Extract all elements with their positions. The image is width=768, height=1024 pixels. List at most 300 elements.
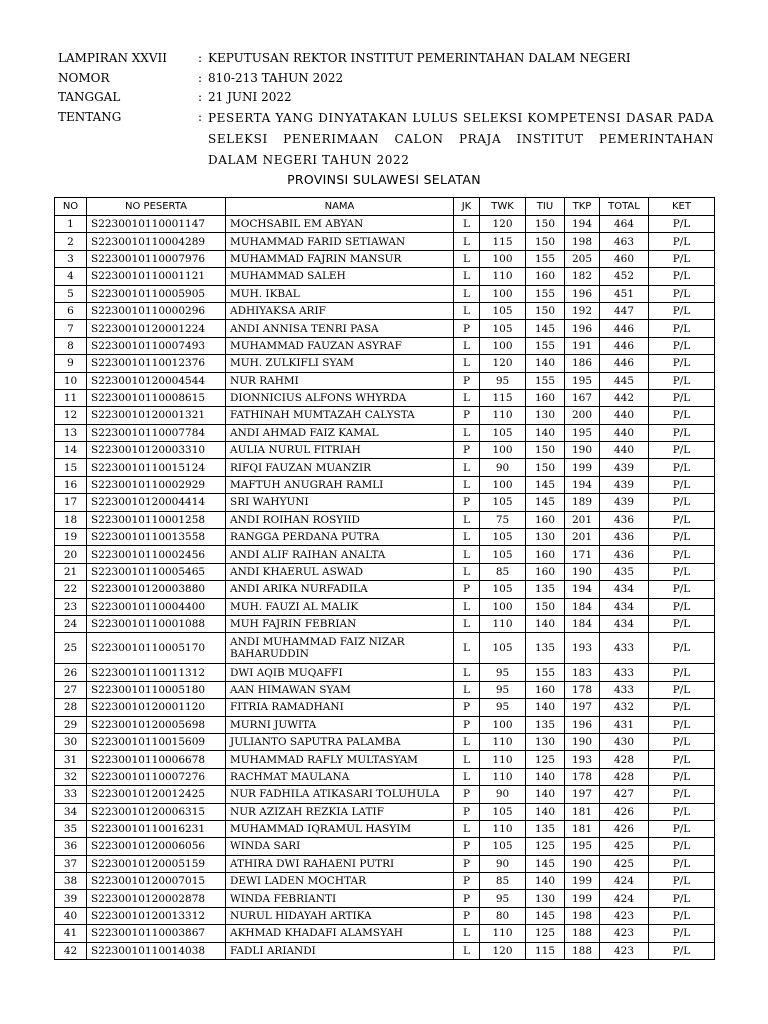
cell-jk: L bbox=[454, 820, 480, 837]
cell-nama: ANDI ARIKA NURFADILA bbox=[226, 581, 454, 598]
cell-total: 425 bbox=[600, 855, 649, 872]
cell-ket: P/L bbox=[649, 407, 715, 424]
cell-jk: P bbox=[454, 786, 480, 803]
cell-no-peserta: S2230010110006678 bbox=[87, 751, 226, 768]
cell-nama: NURUL HIDAYAH ARTIKA bbox=[226, 907, 454, 924]
cell-ket: P/L bbox=[649, 442, 715, 459]
cell-ket: P/L bbox=[649, 216, 715, 233]
header-label: LAMPIRAN XXVII bbox=[58, 51, 167, 65]
cell-nama: ANDI MUHAMMAD FAIZ NIZAR BAHARUDDIN bbox=[226, 633, 454, 664]
cell-tiu: 140 bbox=[526, 786, 565, 803]
cell-jk: L bbox=[454, 664, 480, 681]
cell-tkp: 182 bbox=[565, 268, 600, 285]
cell-tkp: 199 bbox=[565, 890, 600, 907]
cell-jk: L bbox=[454, 751, 480, 768]
cell-total: 439 bbox=[600, 476, 649, 493]
cell-no: 10 bbox=[55, 372, 87, 389]
cell-no-peserta: S2230010120001321 bbox=[87, 407, 226, 424]
column-header-nama: NAMA bbox=[226, 198, 454, 216]
header-value: 810-213 TAHUN 2022 bbox=[208, 70, 344, 85]
cell-tkp: 184 bbox=[565, 615, 600, 632]
cell-tkp: 186 bbox=[565, 355, 600, 372]
cell-tkp: 193 bbox=[565, 633, 600, 664]
cell-total: 451 bbox=[600, 285, 649, 302]
cell-ket: P/L bbox=[649, 942, 715, 959]
cell-tiu: 125 bbox=[526, 751, 565, 768]
cell-no: 2 bbox=[55, 233, 87, 250]
cell-twk: 85 bbox=[480, 873, 526, 890]
cell-no-peserta: S2230010110016231 bbox=[87, 820, 226, 837]
cell-ket: P/L bbox=[649, 563, 715, 580]
cell-no-peserta: S2230010120006315 bbox=[87, 803, 226, 820]
cell-tkp: 194 bbox=[565, 476, 600, 493]
cell-jk: L bbox=[454, 768, 480, 785]
cell-total: 440 bbox=[600, 407, 649, 424]
cell-jk: L bbox=[454, 476, 480, 493]
cell-ket: P/L bbox=[649, 838, 715, 855]
cell-total: 433 bbox=[600, 664, 649, 681]
cell-tiu: 145 bbox=[526, 476, 565, 493]
cell-no-peserta: S2230010110001121 bbox=[87, 268, 226, 285]
cell-no: 16 bbox=[55, 476, 87, 493]
table-row bbox=[55, 598, 715, 615]
cell-total: 440 bbox=[600, 424, 649, 441]
cell-tkp: 196 bbox=[565, 716, 600, 733]
header-label: TENTANG bbox=[58, 109, 122, 124]
table-row bbox=[55, 459, 715, 476]
cell-ket: P/L bbox=[649, 476, 715, 493]
cell-no: 21 bbox=[55, 563, 87, 580]
cell-twk: 110 bbox=[480, 407, 526, 424]
cell-twk: 95 bbox=[480, 890, 526, 907]
cell-nama: NUR AZIZAH REZKIA LATIF bbox=[226, 803, 454, 820]
cell-no: 42 bbox=[55, 942, 87, 959]
cell-ket: P/L bbox=[649, 372, 715, 389]
cell-jk: L bbox=[454, 563, 480, 580]
cell-no: 39 bbox=[55, 890, 87, 907]
cell-no: 26 bbox=[55, 664, 87, 681]
document-header bbox=[58, 49, 714, 171]
cell-no: 31 bbox=[55, 751, 87, 768]
cell-nama: WINDA SARI bbox=[226, 838, 454, 855]
cell-nama: MAFTUH ANUGRAH RAMLI bbox=[226, 476, 454, 493]
table-row bbox=[55, 633, 715, 664]
cell-jk: L bbox=[454, 268, 480, 285]
cell-no-peserta: S2230010120012425 bbox=[87, 786, 226, 803]
cell-total: 436 bbox=[600, 546, 649, 563]
cell-twk: 105 bbox=[480, 494, 526, 511]
cell-jk: L bbox=[454, 302, 480, 319]
cell-tiu: 140 bbox=[526, 873, 565, 890]
cell-no-peserta: S2230010120007015 bbox=[87, 873, 226, 890]
cell-no-peserta: S2230010110015609 bbox=[87, 733, 226, 750]
cell-no-peserta: S2230010120004414 bbox=[87, 494, 226, 511]
cell-ket: P/L bbox=[649, 890, 715, 907]
header-colon: : bbox=[198, 51, 203, 65]
table-row bbox=[55, 389, 715, 406]
cell-no: 18 bbox=[55, 511, 87, 528]
cell-nama: RANGGA PERDANA PUTRA bbox=[226, 529, 454, 546]
table-row bbox=[55, 407, 715, 424]
cell-no: 19 bbox=[55, 529, 87, 546]
cell-nama: FITRIA RAMADHANI bbox=[226, 699, 454, 716]
cell-no-peserta: S2230010110013558 bbox=[87, 529, 226, 546]
table-row bbox=[55, 838, 715, 855]
table-row bbox=[55, 250, 715, 267]
cell-total: 452 bbox=[600, 268, 649, 285]
cell-no-peserta: S2230010110003867 bbox=[87, 925, 226, 942]
cell-jk: L bbox=[454, 511, 480, 528]
cell-total: 434 bbox=[600, 581, 649, 598]
cell-jk: L bbox=[454, 337, 480, 354]
table-row bbox=[55, 511, 715, 528]
cell-tkp: 181 bbox=[565, 803, 600, 820]
cell-nama: RIFQI FAUZAN MUANZIR bbox=[226, 459, 454, 476]
cell-nama: MURNI JUWITA bbox=[226, 716, 454, 733]
cell-twk: 120 bbox=[480, 216, 526, 233]
table-row bbox=[55, 494, 715, 511]
cell-total: 436 bbox=[600, 529, 649, 546]
cell-no-peserta: S2230010110007784 bbox=[87, 424, 226, 441]
cell-total: 426 bbox=[600, 803, 649, 820]
cell-total: 440 bbox=[600, 442, 649, 459]
cell-tiu: 130 bbox=[526, 529, 565, 546]
cell-no: 32 bbox=[55, 768, 87, 785]
table-row bbox=[55, 907, 715, 924]
cell-no-peserta: S2230010110001147 bbox=[87, 216, 226, 233]
cell-tkp: 199 bbox=[565, 873, 600, 890]
cell-total: 460 bbox=[600, 250, 649, 267]
cell-no: 24 bbox=[55, 615, 87, 632]
cell-twk: 80 bbox=[480, 907, 526, 924]
cell-total: 431 bbox=[600, 716, 649, 733]
cell-tkp: 193 bbox=[565, 751, 600, 768]
cell-no-peserta: S2230010120004544 bbox=[87, 372, 226, 389]
header-value: KEPUTUSAN REKTOR INSTITUT PEMERINTAHAN DALAM NEGERI bbox=[208, 51, 631, 65]
cell-twk: 95 bbox=[480, 681, 526, 698]
cell-ket: P/L bbox=[649, 907, 715, 924]
cell-total: 427 bbox=[600, 786, 649, 803]
cell-tiu: 160 bbox=[526, 563, 565, 580]
cell-total: 436 bbox=[600, 511, 649, 528]
cell-ket: P/L bbox=[649, 546, 715, 563]
cell-nama: WINDA FEBRIANTI bbox=[226, 890, 454, 907]
cell-no: 37 bbox=[55, 855, 87, 872]
header-colon: : bbox=[198, 70, 203, 85]
cell-jk: P bbox=[454, 699, 480, 716]
cell-twk: 100 bbox=[480, 476, 526, 493]
cell-no: 9 bbox=[55, 355, 87, 372]
cell-ket: P/L bbox=[649, 511, 715, 528]
cell-jk: P bbox=[454, 442, 480, 459]
cell-nama: JULIANTO SAPUTRA PALAMBA bbox=[226, 733, 454, 750]
cell-no-peserta: S2230010110001258 bbox=[87, 511, 226, 528]
cell-total: 426 bbox=[600, 820, 649, 837]
cell-total: 435 bbox=[600, 563, 649, 580]
cell-tiu: 135 bbox=[526, 716, 565, 733]
cell-tiu: 140 bbox=[526, 699, 565, 716]
cell-ket: P/L bbox=[649, 320, 715, 337]
cell-tkp: 171 bbox=[565, 546, 600, 563]
cell-total: 423 bbox=[600, 907, 649, 924]
cell-no: 20 bbox=[55, 546, 87, 563]
cell-nama: FADLI ARIANDI bbox=[226, 942, 454, 959]
cell-no-peserta: S2230010110014038 bbox=[87, 942, 226, 959]
cell-total: 428 bbox=[600, 751, 649, 768]
cell-no-peserta: S2230010110004289 bbox=[87, 233, 226, 250]
cell-ket: P/L bbox=[649, 581, 715, 598]
cell-nama: MUHAMMAD IQRAMUL HASYIM bbox=[226, 820, 454, 837]
cell-tkp: 201 bbox=[565, 511, 600, 528]
cell-tiu: 155 bbox=[526, 664, 565, 681]
cell-nama: DEWI LADEN MOCHTAR bbox=[226, 873, 454, 890]
province-title: PROVINSI SULAWESI SELATAN bbox=[287, 172, 481, 187]
cell-no-peserta: S2230010110002456 bbox=[87, 546, 226, 563]
cell-ket: P/L bbox=[649, 598, 715, 615]
cell-no-peserta: S2230010120001120 bbox=[87, 699, 226, 716]
cell-twk: 85 bbox=[480, 563, 526, 580]
cell-jk: P bbox=[454, 838, 480, 855]
cell-no-peserta: S2230010110000296 bbox=[87, 302, 226, 319]
cell-no: 30 bbox=[55, 733, 87, 750]
cell-nama: MOCHSABIL EM ABYAN bbox=[226, 216, 454, 233]
cell-no: 23 bbox=[55, 598, 87, 615]
cell-no: 25 bbox=[55, 633, 87, 664]
cell-jk: P bbox=[454, 716, 480, 733]
cell-tkp: 205 bbox=[565, 250, 600, 267]
cell-ket: P/L bbox=[649, 925, 715, 942]
cell-tiu: 125 bbox=[526, 838, 565, 855]
cell-tiu: 155 bbox=[526, 250, 565, 267]
cell-jk: P bbox=[454, 855, 480, 872]
cell-twk: 100 bbox=[480, 598, 526, 615]
cell-tkp: 167 bbox=[565, 389, 600, 406]
cell-jk: L bbox=[454, 546, 480, 563]
cell-no: 27 bbox=[55, 681, 87, 698]
table-row bbox=[55, 751, 715, 768]
cell-tiu: 135 bbox=[526, 820, 565, 837]
cell-no: 11 bbox=[55, 389, 87, 406]
cell-no-peserta: S2230010120005698 bbox=[87, 716, 226, 733]
cell-no: 14 bbox=[55, 442, 87, 459]
cell-no: 8 bbox=[55, 337, 87, 354]
cell-total: 446 bbox=[600, 337, 649, 354]
cell-nama: ANDI ALIF RAIHAN ANALTA bbox=[226, 546, 454, 563]
cell-tiu: 145 bbox=[526, 320, 565, 337]
table-row bbox=[55, 563, 715, 580]
cell-tkp: 190 bbox=[565, 563, 600, 580]
cell-jk: P bbox=[454, 494, 480, 511]
table-row bbox=[55, 786, 715, 803]
column-header-total: TOTAL bbox=[600, 198, 649, 216]
table-header-row bbox=[55, 198, 715, 216]
cell-jk: L bbox=[454, 424, 480, 441]
cell-twk: 110 bbox=[480, 820, 526, 837]
cell-tkp: 201 bbox=[565, 529, 600, 546]
cell-tiu: 150 bbox=[526, 216, 565, 233]
cell-ket: P/L bbox=[649, 751, 715, 768]
cell-total: 423 bbox=[600, 942, 649, 959]
column-header-twk: TWK bbox=[480, 198, 526, 216]
cell-tkp: 197 bbox=[565, 786, 600, 803]
cell-jk: L bbox=[454, 733, 480, 750]
cell-nama: MUH. FAUZI AL MALIK bbox=[226, 598, 454, 615]
table-row bbox=[55, 442, 715, 459]
table-row bbox=[55, 733, 715, 750]
cell-jk: L bbox=[454, 529, 480, 546]
cell-twk: 95 bbox=[480, 372, 526, 389]
header-colon: : bbox=[198, 90, 203, 104]
cell-nama: ANDI ANNISA TENRI PASA bbox=[226, 320, 454, 337]
cell-tiu: 160 bbox=[526, 511, 565, 528]
cell-tiu: 140 bbox=[526, 768, 565, 785]
cell-jk: L bbox=[454, 216, 480, 233]
cell-tiu: 140 bbox=[526, 355, 565, 372]
cell-no: 28 bbox=[55, 699, 87, 716]
cell-twk: 120 bbox=[480, 355, 526, 372]
cell-tkp: 200 bbox=[565, 407, 600, 424]
cell-tkp: 199 bbox=[565, 459, 600, 476]
cell-no-peserta: S2230010110005905 bbox=[87, 285, 226, 302]
cell-jk: L bbox=[454, 250, 480, 267]
cell-twk: 105 bbox=[480, 320, 526, 337]
cell-tiu: 140 bbox=[526, 615, 565, 632]
cell-tkp: 195 bbox=[565, 372, 600, 389]
table-row bbox=[55, 925, 715, 942]
cell-nama: NUR RAHMI bbox=[226, 372, 454, 389]
cell-jk: P bbox=[454, 372, 480, 389]
cell-no-peserta: S2230010110007976 bbox=[87, 250, 226, 267]
table-row bbox=[55, 546, 715, 563]
cell-no: 13 bbox=[55, 424, 87, 441]
cell-twk: 90 bbox=[480, 855, 526, 872]
cell-ket: P/L bbox=[649, 733, 715, 750]
cell-nama: RACHMAT MAULANA bbox=[226, 768, 454, 785]
cell-nama: DWI AQIB MUQAFFI bbox=[226, 664, 454, 681]
cell-twk: 100 bbox=[480, 442, 526, 459]
cell-total: 433 bbox=[600, 633, 649, 664]
table-row bbox=[55, 529, 715, 546]
cell-nama: ANDI ROIHAN ROSYIID bbox=[226, 511, 454, 528]
cell-no: 33 bbox=[55, 786, 87, 803]
cell-total: 432 bbox=[600, 699, 649, 716]
header-row-tanggal bbox=[58, 88, 714, 108]
cell-ket: P/L bbox=[649, 424, 715, 441]
table-row bbox=[55, 803, 715, 820]
cell-jk: L bbox=[454, 389, 480, 406]
cell-twk: 105 bbox=[480, 633, 526, 664]
cell-no-peserta: S2230010110001088 bbox=[87, 615, 226, 632]
cell-nama: ANDI KHAERUL ASWAD bbox=[226, 563, 454, 580]
cell-tkp: 196 bbox=[565, 320, 600, 337]
cell-tkp: 191 bbox=[565, 337, 600, 354]
cell-ket: P/L bbox=[649, 459, 715, 476]
cell-jk: L bbox=[454, 355, 480, 372]
cell-total: 463 bbox=[600, 233, 649, 250]
cell-nama: MUHAMMAD SALEH bbox=[226, 268, 454, 285]
header-value-tentang: PESERTA YANG DINYATAKAN LULUS SELEKSI KOMPETENSI DASAR PADA SELEKSI PENERIMAAN CALON PRAJA INSTITUT PEMERINTAHAN DALAM NEGERI TAHUN 2022 bbox=[208, 110, 714, 167]
cell-total: 464 bbox=[600, 216, 649, 233]
cell-twk: 75 bbox=[480, 511, 526, 528]
cell-nama: AAN HIMAWAN SYAM bbox=[226, 681, 454, 698]
cell-twk: 110 bbox=[480, 925, 526, 942]
cell-no-peserta: S2230010110005180 bbox=[87, 681, 226, 698]
column-header-no: NO bbox=[55, 198, 87, 216]
cell-no-peserta: S2230010110004400 bbox=[87, 598, 226, 615]
cell-ket: P/L bbox=[649, 302, 715, 319]
cell-total: 442 bbox=[600, 389, 649, 406]
cell-total: 433 bbox=[600, 681, 649, 698]
table-row bbox=[55, 216, 715, 233]
table-row bbox=[55, 268, 715, 285]
table-row bbox=[55, 424, 715, 441]
cell-nama: NUR FADHILA ATIKASARI TOLUHULA bbox=[226, 786, 454, 803]
cell-no-peserta: S2230010110005465 bbox=[87, 563, 226, 580]
header-colon: : bbox=[198, 109, 203, 124]
cell-no-peserta: S2230010120002878 bbox=[87, 890, 226, 907]
cell-jk: L bbox=[454, 459, 480, 476]
table-row bbox=[55, 372, 715, 389]
cell-ket: P/L bbox=[649, 873, 715, 890]
cell-total: 430 bbox=[600, 733, 649, 750]
cell-ket: P/L bbox=[649, 855, 715, 872]
cell-nama: MUHAMMAD FARID SETIAWAN bbox=[226, 233, 454, 250]
cell-twk: 105 bbox=[480, 546, 526, 563]
cell-ket: P/L bbox=[649, 681, 715, 698]
header-row-lampiran bbox=[58, 49, 714, 69]
cell-tiu: 135 bbox=[526, 633, 565, 664]
cell-tkp: 197 bbox=[565, 699, 600, 716]
cell-no: 15 bbox=[55, 459, 87, 476]
cell-tkp: 190 bbox=[565, 442, 600, 459]
cell-twk: 110 bbox=[480, 768, 526, 785]
cell-jk: L bbox=[454, 681, 480, 698]
cell-tkp: 190 bbox=[565, 733, 600, 750]
cell-total: 424 bbox=[600, 873, 649, 890]
cell-ket: P/L bbox=[649, 268, 715, 285]
cell-ket: P/L bbox=[649, 285, 715, 302]
cell-ket: P/L bbox=[649, 389, 715, 406]
cell-no-peserta: S2230010110007276 bbox=[87, 768, 226, 785]
cell-total: 423 bbox=[600, 925, 649, 942]
cell-tiu: 155 bbox=[526, 337, 565, 354]
header-row-nomor bbox=[58, 69, 714, 89]
cell-twk: 110 bbox=[480, 615, 526, 632]
table-row bbox=[55, 768, 715, 785]
cell-ket: P/L bbox=[649, 633, 715, 664]
cell-tiu: 155 bbox=[526, 372, 565, 389]
cell-ket: P/L bbox=[649, 337, 715, 354]
cell-twk: 100 bbox=[480, 250, 526, 267]
cell-twk: 110 bbox=[480, 268, 526, 285]
cell-no-peserta: S2230010120013312 bbox=[87, 907, 226, 924]
cell-tiu: 155 bbox=[526, 285, 565, 302]
cell-tkp: 184 bbox=[565, 598, 600, 615]
cell-nama: MUHAMMAD FAJRIN MANSUR bbox=[226, 250, 454, 267]
cell-nama: SRI WAHYUNI bbox=[226, 494, 454, 511]
cell-twk: 90 bbox=[480, 459, 526, 476]
cell-no-peserta: S2230010120005159 bbox=[87, 855, 226, 872]
cell-twk: 100 bbox=[480, 285, 526, 302]
table-row bbox=[55, 233, 715, 250]
table-row bbox=[55, 476, 715, 493]
cell-no: 40 bbox=[55, 907, 87, 924]
cell-jk: L bbox=[454, 615, 480, 632]
cell-jk: P bbox=[454, 581, 480, 598]
cell-no: 41 bbox=[55, 925, 87, 942]
cell-tkp: 188 bbox=[565, 942, 600, 959]
cell-nama: MUH FAJRIN FEBRIAN bbox=[226, 615, 454, 632]
